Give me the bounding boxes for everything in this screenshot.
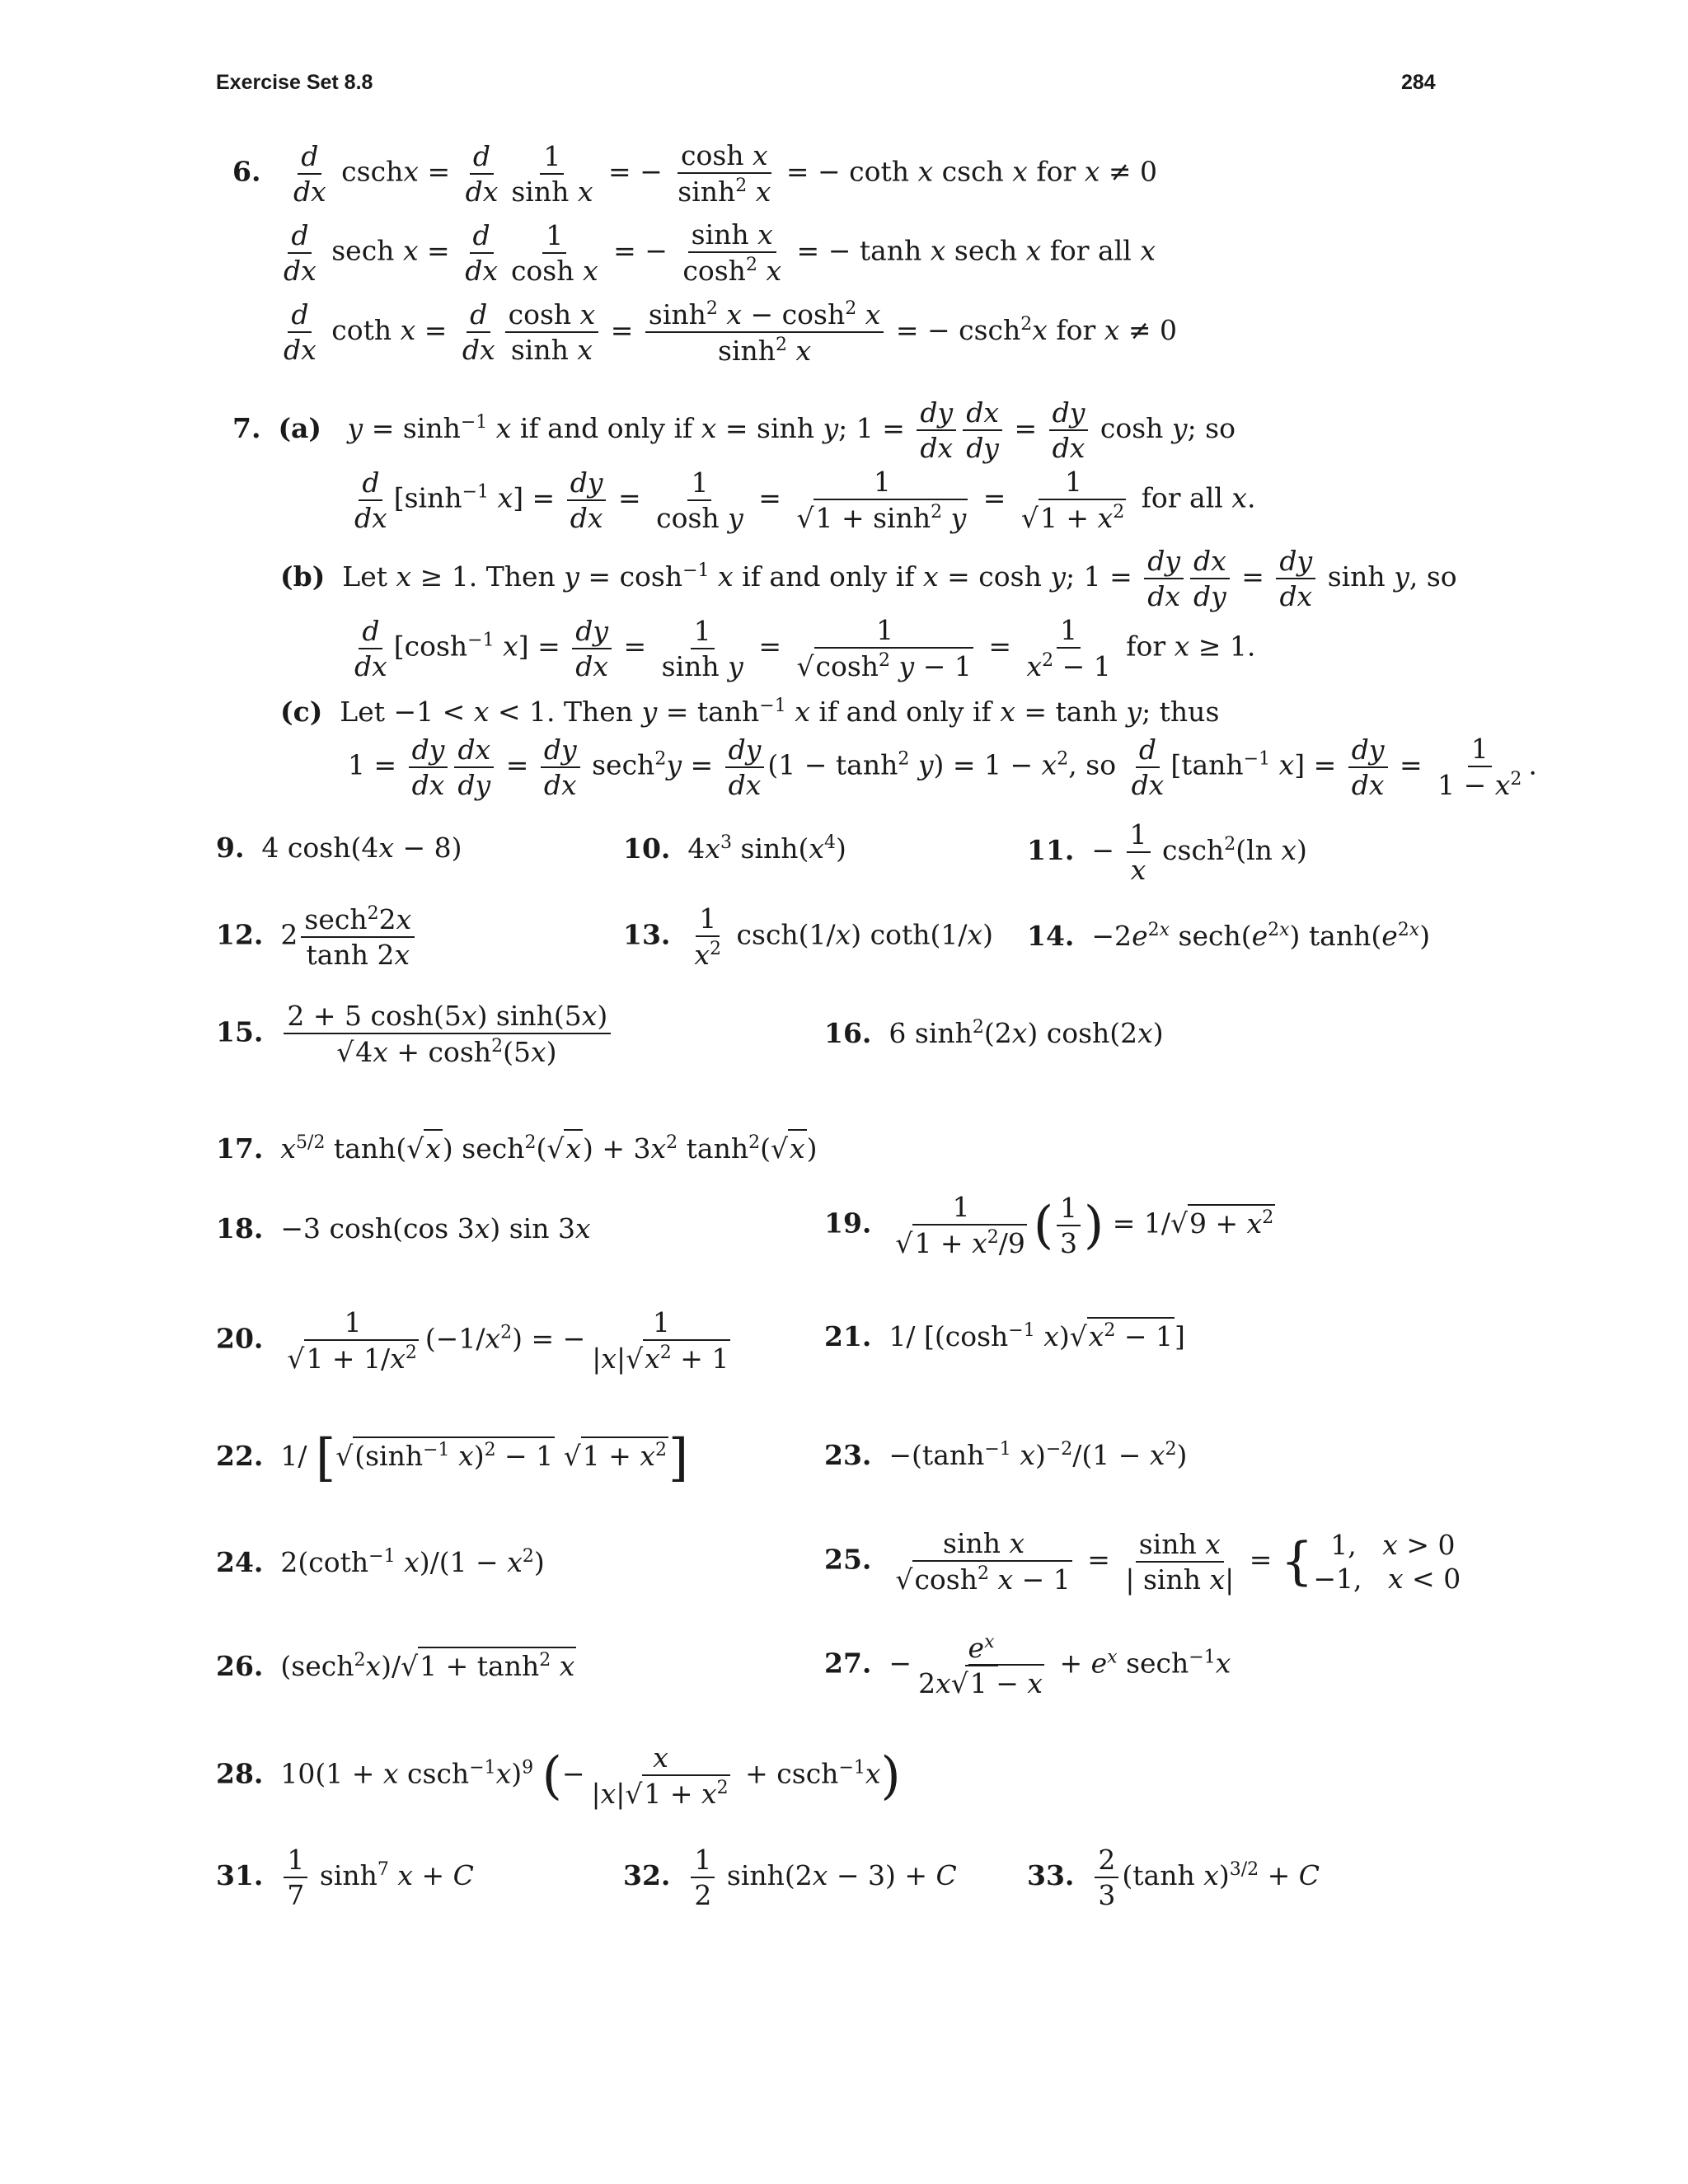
problem-7a-line-1: 7. (a) $y = \sinh^{-1} x$ if and only if x = sinh y; 1 = $\frac{dy}{dx}$ $\frac{dx}{dy}$ = $\frac{dy}{dx}$ cosh y; so	[232, 396, 1236, 464]
answer-33: 33. $\frac{2}{3}$ (tanh x)$^{3/2}$ + C	[1027, 1844, 1320, 1911]
answer-25: 25. $\frac{\text{sinh x}}{√\cosh^2 x - 1}$ = $\frac{\text{sinh x}}{\text{| sinh x|}}$ = { 1, x > 0 −1, x < 0	[824, 1527, 1461, 1596]
answer-14: 14. $-2e^{2x}$ $\sec h(e^{2x})$ $\tanh(e^{2x})$	[1027, 920, 1431, 952]
answer-12: 12. 2 $\frac{\sec h^22x}{\tanh 2x}$	[216, 905, 418, 968]
problem-7a-line-2: $\frac{d}{dx}$ [$\sinh^{-1}$ x] = $\frac{dy}{dx}$ = $\frac{1}{\text{cosh y}}$ = $\frac{1}{√1 + \sinh^2 y}$ = $\frac{1}{√1 + x^2}$ for all x.	[354, 466, 1256, 534]
answer-21: 21. 1/ [($\cosh^{-1}$ $x)√x^2 - 1$]	[824, 1322, 1185, 1350]
problem-6-line-3: $\frac{d}{dx}$ coth x = $\frac{d}{dx}$ $\frac{\text{cosh x}}{\text{sinh x}}$ = $\frac{\sinh^2 x - \cosh^2 x}{\sinh^2 x}$ = − csch$^2$x for x ≠ 0	[284, 298, 1177, 367]
answer-13: 13. $\frac{1}{x^2}$ csch(1/x) coth(1/x)	[623, 902, 994, 971]
answer-20: 20. $\frac{1}{√1 + 1/x^2}$ $(-1/x^2)$ = − $\frac{1}{|x|√x^2 + 1}$	[216, 1306, 729, 1375]
page-number: 284	[1401, 71, 1436, 94]
header-title: Exercise Set 8.8	[216, 71, 373, 94]
answer-19: 19. $\frac{1}{√1 + x^2/9}$ ( $\frac{1}{3}$ ) = $1/√9 + x^2$	[824, 1191, 1274, 1259]
problem-7c-line-2: 1 = $\frac{dy}{dx}$ $\frac{dx}{dy}$ = $\frac{dy}{dx}$ sech$^2$y = $\frac{dy}{dx}$ $(1 - \tanh^2 y) = 1 - x^2$, so $\frac{d}{dx}$ [$\tanh^{-1}$ x] = $\frac{dy}{dx}$ = $\frac{1}{1 - x^2}$ .	[348, 733, 1537, 801]
answer-23: 23. $-(\tanh^{-1}$ $x)^{-2}/(1 - x^2)$	[824, 1439, 1188, 1471]
problem-7b-line-2: $\frac{d}{dx}$ [$\cosh^{-1}$ x] = $\frac{dy}{dx}$ = $\frac{1}{\text{sinh y}}$ = $\frac{1}{√\cosh^2 y - 1}$ = $\frac{1}{x^2 - 1}$ for x ≥ 1.	[354, 614, 1256, 682]
problem-7c-line-1: (c) Let −1 < x < 1. Then $y = \tanh^{-1} x$ if and only if x = tanh y; thus	[280, 696, 1220, 728]
problem-7b-line-1: (b) Let x ≥ 1. Then $y = \cosh^{-1} x$ if and only if x = cosh y; 1 = $\frac{dy}{dx}$ $\frac{dx}{dy}$ = $\frac{dy}{dx}$ sinh y, so	[280, 545, 1457, 612]
answer-15: 15. $\frac{2 + 5 \cosh(5x) \sinh(5x)}{√4x + \cosh^2(5x)}$	[216, 1002, 614, 1066]
problem-6-line-1: 6. $\frac{d}{dx}$ cschx = $\frac{d}{dx}$ $\frac{1}{\text{sinh x}}$ = − $\frac{\text{cosh x}}{\sinh^2 x}$ = − coth x csch x for x ≠ 0	[232, 139, 1158, 208]
answer-27: 27. − $\frac{e^x}{2x√1 - x}$ + $e^x$ sech$^{-1}$x	[824, 1632, 1231, 1699]
problem-6-line-2: $\frac{d}{dx}$ sech x = $\frac{d}{dx}$ $\frac{1}{\text{cosh x}}$ = − $\frac{\text{sinh x}}{\cosh^2 x}$ = − tanh x sech x for all x	[284, 218, 1156, 287]
answer-10: 10. $4x^3$ $\sinh(x^4)$	[623, 832, 846, 865]
answer-18: 18. −3 cosh(cos 3x) sin 3x	[216, 1212, 591, 1244]
answer-16: 16. 6 $\sinh^2(2x)$ cosh(2x)	[824, 1017, 1164, 1049]
answer-26: 26. $(\sec h^2x)/√1 + \tanh^2 x$	[216, 1652, 576, 1680]
answer-9: 9. 4 cosh(4x − 8)	[216, 832, 462, 864]
answer-28: 28. 10(1 + x csch$^{-1}$x)$^9$ (− $\frac{x}{|x|√1 + x^2}$ + csch$^{-1}$x)	[216, 1741, 901, 1810]
answer-24: 24. 2(coth$^{-1}$ $x)/(1 - x^2)$	[216, 1546, 545, 1578]
answer-31: 31. $\frac{1}{7}$ $\sinh^7 x + C$	[216, 1844, 474, 1911]
answer-11: 11. − $\frac{1}{x}$ csch$^2$(ln x)	[1027, 818, 1307, 886]
answer-32: 32. $\frac{1}{2}$ sinh(2x − 3) + C	[623, 1844, 957, 1911]
answer-22: 22. 1/ [$√(\sinh^{-1}$ x)$^2$ − 1 $√1 + x^2$]	[216, 1427, 689, 1488]
answer-17: 17. $x^{5/2}$ tanh(√x) $\sec h^2(√x) + 3x^2$ $\tanh^2(√x)$	[216, 1134, 817, 1162]
